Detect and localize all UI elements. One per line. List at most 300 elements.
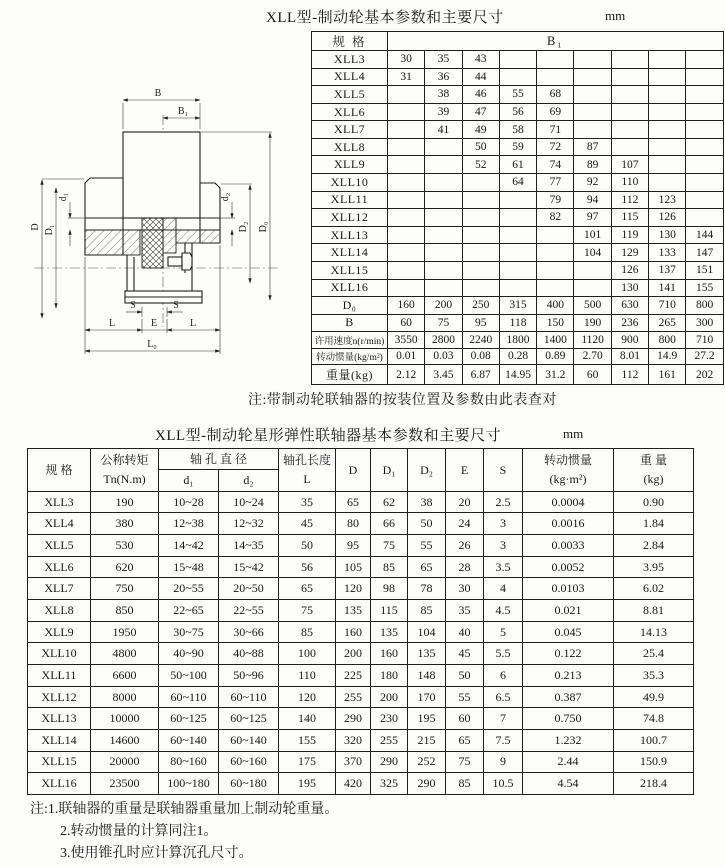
table-cell: 45 xyxy=(279,513,336,535)
inertia-unit: (kg·m²) xyxy=(549,471,587,486)
table-cell: 710 xyxy=(649,297,686,315)
col-header-D2: D₂ xyxy=(408,449,446,492)
dim-label-L-right: L xyxy=(189,318,197,329)
table-cell: 6.5 xyxy=(484,686,523,708)
table2-header-row-1 xyxy=(28,449,694,470)
table-cell: 30~75 xyxy=(159,621,219,643)
table-cell xyxy=(611,68,648,86)
table-cell xyxy=(425,138,462,156)
table-cell: 236 xyxy=(611,314,648,332)
table-cell xyxy=(686,103,723,121)
table-cell: 60~180 xyxy=(219,773,279,795)
footnote-1: 注:1.联轴器的重量是联轴器重量加上制动轮重量。 xyxy=(30,802,339,817)
table-cell: 80~160 xyxy=(159,751,219,773)
table-cell: 77 xyxy=(537,174,574,192)
table-cell: 170 xyxy=(408,686,446,708)
table-cell: 58 xyxy=(499,121,536,139)
table-cell: 190 xyxy=(91,491,159,513)
row-label: XLL15 xyxy=(312,261,388,279)
table-cell: 10000 xyxy=(91,708,159,730)
table-cell: 35.3 xyxy=(614,665,694,687)
table-cell: 47 xyxy=(462,103,499,121)
table-cell: 55 xyxy=(408,535,446,557)
table-cell xyxy=(686,86,723,104)
table-cell xyxy=(388,174,425,192)
table-cell: 120 xyxy=(279,686,336,708)
table-cell: 69 xyxy=(537,103,574,121)
table-cell: 40~88 xyxy=(219,643,279,665)
table-cell: 290 xyxy=(408,773,446,795)
table-cell: 75 xyxy=(279,600,336,622)
footnotes xyxy=(30,799,338,865)
table-cell xyxy=(388,156,425,174)
table-cell xyxy=(574,121,611,139)
table-cell: 20~55 xyxy=(159,578,219,600)
table-cell: 0.90 xyxy=(614,491,694,513)
table-cell: 55 xyxy=(446,686,484,708)
table-cell: 800 xyxy=(686,297,723,315)
table-cell xyxy=(425,279,462,297)
table-cell: 290 xyxy=(336,708,371,730)
table-cell xyxy=(574,103,611,121)
row-label: XLL3 xyxy=(312,51,388,69)
table-cell xyxy=(499,68,536,86)
table-cell: 101 xyxy=(574,226,611,244)
table-cell: 50 xyxy=(279,535,336,557)
table1-unit: mm xyxy=(605,8,626,23)
table-cell: 0.021 xyxy=(523,600,614,622)
table-cell: 95 xyxy=(336,535,371,557)
table-cell xyxy=(499,226,536,244)
table-cell: 110 xyxy=(279,665,336,687)
col-header-inertia xyxy=(523,449,614,492)
table-cell: 31.2 xyxy=(537,365,574,385)
table-cell: 39 xyxy=(425,103,462,121)
table-cell: 26 xyxy=(446,535,484,557)
table-cell: 320 xyxy=(336,730,371,752)
table-cell: 200 xyxy=(371,686,408,708)
table-cell xyxy=(574,86,611,104)
table-cell: 110 xyxy=(611,174,648,192)
table-cell: 60 xyxy=(388,314,425,332)
table-cell: 255 xyxy=(371,730,408,752)
table-cell: 135 xyxy=(336,600,371,622)
col-header-D1: D₁ xyxy=(371,449,408,492)
table-cell xyxy=(537,244,574,262)
table-cell: 148 xyxy=(408,665,446,687)
table-cell: 71 xyxy=(537,121,574,139)
col-header-spec: 规 格 xyxy=(312,32,388,51)
table-cell: 0.28 xyxy=(499,348,536,364)
table-cell: 40~90 xyxy=(159,643,219,665)
table-cell: 118 xyxy=(499,314,536,332)
table-cell: 60~160 xyxy=(219,751,279,773)
dim-label-B: B xyxy=(154,88,162,99)
table-cell: 12~32 xyxy=(219,513,279,535)
row-label: XLL12 xyxy=(28,686,91,708)
table-cell xyxy=(388,209,425,227)
table-cell: 30 xyxy=(388,51,425,69)
table-cell: 290 xyxy=(371,751,408,773)
table-cell: 45 xyxy=(446,643,484,665)
table-cell: 161 xyxy=(649,365,686,385)
table-cell: 112 xyxy=(611,365,648,385)
table-cell: 0.213 xyxy=(523,665,614,687)
row-label: XLL9 xyxy=(28,621,91,643)
table-cell xyxy=(425,261,462,279)
table-cell: 75 xyxy=(446,751,484,773)
table-cell: 380 xyxy=(91,513,159,535)
table-cell: 115 xyxy=(611,209,648,227)
table-cell xyxy=(499,244,536,262)
table-cell: 7 xyxy=(484,708,523,730)
table-cell: 60~110 xyxy=(159,686,219,708)
table-cell: 49 xyxy=(462,121,499,139)
row-label: B xyxy=(312,314,388,332)
table-cell: 65 xyxy=(446,730,484,752)
table-row xyxy=(312,332,724,348)
row-label: 转动惯量(kg/m²) xyxy=(312,348,388,364)
table-row xyxy=(28,621,694,643)
row-label: XLL10 xyxy=(312,174,388,192)
table-cell xyxy=(686,174,723,192)
table-cell: 230 xyxy=(371,708,408,730)
table-cell: 225 xyxy=(336,665,371,687)
right-hub-section-hatch xyxy=(176,230,220,243)
table-cell xyxy=(649,156,686,174)
table-cell: 25.4 xyxy=(614,643,694,665)
table-cell: 85 xyxy=(446,773,484,795)
table-cell xyxy=(388,191,425,209)
table-cell xyxy=(462,174,499,192)
dim-label-D: D xyxy=(30,223,41,231)
col-header-weight xyxy=(614,449,694,492)
table-cell: 130 xyxy=(649,226,686,244)
table-cell: 0.0103 xyxy=(523,578,614,600)
table-cell xyxy=(425,156,462,174)
table-cell: 15~42 xyxy=(219,556,279,578)
table1-title: XLL型-制动轮基本参数和主要尺寸 xyxy=(266,10,504,26)
table-cell xyxy=(388,138,425,156)
table-cell: 38 xyxy=(425,86,462,104)
col-header-E: E xyxy=(446,449,484,492)
table-cell xyxy=(686,51,723,69)
table-cell: 265 xyxy=(649,314,686,332)
col-header-d1: d₁ xyxy=(159,470,219,491)
torque-symbol: Tn(N.m) xyxy=(103,471,146,486)
table-cell: 56 xyxy=(499,103,536,121)
table-cell: 0.0016 xyxy=(523,513,614,535)
table-cell: 35 xyxy=(446,600,484,622)
table-cell: 14.95 xyxy=(499,365,536,385)
dim-label-D2: D₂ xyxy=(238,221,249,233)
table-cell: 87 xyxy=(574,138,611,156)
col-header-d2: d₂ xyxy=(219,470,279,491)
table-cell: 50 xyxy=(446,665,484,687)
table-cell xyxy=(537,51,574,69)
row-label: XLL8 xyxy=(312,138,388,156)
table-cell: 4.5 xyxy=(484,600,523,622)
table-row xyxy=(312,314,724,332)
table-cell: 14~42 xyxy=(159,535,219,557)
table-row xyxy=(312,191,724,209)
brake-wheel-outline xyxy=(123,132,200,218)
table-cell: 31 xyxy=(388,68,425,86)
table-cell: 75 xyxy=(371,535,408,557)
table-row xyxy=(312,297,724,315)
table-cell: 0.122 xyxy=(523,643,614,665)
table-cell: 65 xyxy=(336,491,371,513)
table-cell xyxy=(649,138,686,156)
row-label: XLL11 xyxy=(312,191,388,209)
table-cell: 10~28 xyxy=(159,491,219,513)
table-cell: 255 xyxy=(336,686,371,708)
table-cell: 0.045 xyxy=(523,621,614,643)
table-cell: 195 xyxy=(408,708,446,730)
table-cell: 2.5 xyxy=(484,491,523,513)
table-cell xyxy=(462,226,499,244)
dim-label-d1: d₁ xyxy=(58,192,69,202)
table-cell: 36 xyxy=(425,68,462,86)
table-cell: 900 xyxy=(611,332,648,348)
table-cell xyxy=(574,51,611,69)
table-cell: 190 xyxy=(574,314,611,332)
table-cell: 5 xyxy=(484,621,523,643)
table-cell: 6.02 xyxy=(614,578,694,600)
table-cell: 195 xyxy=(279,773,336,795)
table-cell: 1.232 xyxy=(523,730,614,752)
row-label: XLL11 xyxy=(28,665,91,687)
table-cell xyxy=(649,174,686,192)
table-row xyxy=(28,686,694,708)
table-cell: 85 xyxy=(279,621,336,643)
table-cell: 98 xyxy=(371,578,408,600)
bolt-head xyxy=(182,253,192,270)
table-cell: 100~180 xyxy=(159,773,219,795)
table-cell: 9 xyxy=(484,751,523,773)
table-row xyxy=(312,68,724,86)
elastic-spider-section xyxy=(142,218,163,268)
table-cell xyxy=(611,121,648,139)
table-cell: 15~48 xyxy=(159,556,219,578)
table-cell: 52 xyxy=(462,156,499,174)
table-cell: 2.12 xyxy=(388,365,425,385)
col-header-S: S xyxy=(484,449,523,492)
table-cell xyxy=(462,191,499,209)
table-cell xyxy=(686,191,723,209)
row-label: XLL3 xyxy=(28,491,91,513)
table-row xyxy=(28,513,694,535)
table-cell: 750 xyxy=(91,578,159,600)
table-row xyxy=(312,279,724,297)
bolt-shank xyxy=(168,257,182,266)
table-cell: 135 xyxy=(408,643,446,665)
brake-wheel-table xyxy=(311,31,724,385)
table-cell: 23500 xyxy=(91,773,159,795)
table-cell xyxy=(537,226,574,244)
table-cell: 160 xyxy=(388,297,425,315)
table-cell: 3 xyxy=(484,513,523,535)
table-cell: 59 xyxy=(499,138,536,156)
table-row xyxy=(28,556,694,578)
table-cell: 119 xyxy=(611,226,648,244)
table-cell: 62 xyxy=(371,491,408,513)
table-cell: 20 xyxy=(446,491,484,513)
table-cell: 200 xyxy=(425,297,462,315)
coupling-table xyxy=(27,448,694,795)
table-cell: 160 xyxy=(371,643,408,665)
table-cell xyxy=(686,121,723,139)
table-row xyxy=(312,51,724,69)
table-cell: 66 xyxy=(371,513,408,535)
dim-label-d2: d₂ xyxy=(220,192,231,202)
table-cell: 133 xyxy=(649,244,686,262)
table-cell xyxy=(537,279,574,297)
table-cell: 82 xyxy=(537,209,574,227)
table-row xyxy=(28,600,694,622)
table-cell: 79 xyxy=(537,191,574,209)
table-cell: 1950 xyxy=(91,621,159,643)
table-cell xyxy=(686,68,723,86)
table-cell: 41 xyxy=(425,121,462,139)
table-cell: 10.5 xyxy=(484,773,523,795)
table-cell: 200 xyxy=(336,643,371,665)
col-header-D: D xyxy=(336,449,371,492)
table-cell: 78 xyxy=(408,578,446,600)
row-label: XLL13 xyxy=(28,708,91,730)
table-cell: 60 xyxy=(574,365,611,385)
table-cell: 60~110 xyxy=(219,686,279,708)
table-cell: 107 xyxy=(611,156,648,174)
torque-label: 公称转矩 xyxy=(100,452,149,467)
table-cell: 5.5 xyxy=(484,643,523,665)
table-cell: 1.84 xyxy=(614,513,694,535)
table-cell: 144 xyxy=(686,226,723,244)
table-cell xyxy=(462,209,499,227)
table-cell xyxy=(686,138,723,156)
table-row xyxy=(28,773,694,795)
table-cell: 3.95 xyxy=(614,556,694,578)
table-cell: 10~24 xyxy=(219,491,279,513)
table-cell: 2800 xyxy=(425,332,462,348)
table-cell: 135 xyxy=(371,621,408,643)
bore-length-symbol: L xyxy=(303,471,311,486)
table-cell: 112 xyxy=(611,191,648,209)
table-cell: 65 xyxy=(408,556,446,578)
table-cell: 80 xyxy=(336,513,371,535)
inertia-label: 转动惯量 xyxy=(544,452,593,467)
table-cell: 74.8 xyxy=(614,708,694,730)
table-cell: 115 xyxy=(371,600,408,622)
footnote-3: 3.使用锥孔时应计算沉孔尺寸。 xyxy=(60,846,253,861)
table-cell: 4800 xyxy=(91,643,159,665)
table-cell: 104 xyxy=(574,244,611,262)
table-cell: 20000 xyxy=(91,751,159,773)
table-cell: 130 xyxy=(611,279,648,297)
table-cell xyxy=(649,68,686,86)
table-row xyxy=(312,138,724,156)
table-cell xyxy=(611,138,648,156)
row-label: XLL16 xyxy=(28,773,91,795)
table-cell: 50 xyxy=(408,513,446,535)
table-cell: 2.44 xyxy=(523,751,614,773)
table-cell: 50 xyxy=(462,138,499,156)
table-cell: 370 xyxy=(336,751,371,773)
row-label: XLL5 xyxy=(312,86,388,104)
table2-title: XLL型-制动轮星形弹性联轴器基本参数和主要尺寸 xyxy=(155,428,502,444)
dim-label-D1: D₁ xyxy=(44,224,55,236)
table-cell: 75 xyxy=(425,314,462,332)
table-row xyxy=(312,86,724,104)
table-cell xyxy=(499,209,536,227)
col-header-bore-length xyxy=(279,449,336,492)
table-cell: 175 xyxy=(279,751,336,773)
row-label: XLL15 xyxy=(28,751,91,773)
table-cell: 2.84 xyxy=(614,535,694,557)
row-label: XLL4 xyxy=(28,513,91,535)
table-cell xyxy=(388,261,425,279)
table-cell: 0.750 xyxy=(523,708,614,730)
table-cell: 85 xyxy=(408,600,446,622)
spider-right-section xyxy=(163,218,176,253)
dim-label-E: E xyxy=(150,318,158,329)
row-label: XLL6 xyxy=(312,103,388,121)
table-cell: 0.0004 xyxy=(523,491,614,513)
table-cell: 180 xyxy=(371,665,408,687)
table-cell: 4 xyxy=(484,578,523,600)
table-cell: 105 xyxy=(336,556,371,578)
table-cell: 30 xyxy=(446,578,484,600)
table-cell: 420 xyxy=(336,773,371,795)
table-cell: 150.9 xyxy=(614,751,694,773)
col-header-torque xyxy=(91,449,159,492)
table-cell: 215 xyxy=(408,730,446,752)
table-row xyxy=(312,365,724,385)
table-row xyxy=(312,209,724,227)
table-cell: 147 xyxy=(686,244,723,262)
row-label: XLL13 xyxy=(312,226,388,244)
table-cell: 123 xyxy=(649,191,686,209)
row-label: XLL14 xyxy=(312,244,388,262)
table-cell xyxy=(499,191,536,209)
table-cell: 7.5 xyxy=(484,730,523,752)
row-label: 重量(kg) xyxy=(312,365,388,385)
table-cell: 2.70 xyxy=(574,348,611,364)
table-cell: 6600 xyxy=(91,665,159,687)
table-cell xyxy=(611,86,648,104)
row-label: XLL16 xyxy=(312,279,388,297)
dim-label-D0: D₀ xyxy=(258,221,269,233)
table-cell: 0.01 xyxy=(388,348,425,364)
footnote-2: 2.转动惯量的计算同注1。 xyxy=(60,824,218,839)
table-cell xyxy=(388,279,425,297)
table-cell xyxy=(574,261,611,279)
table-cell: 0.387 xyxy=(523,686,614,708)
table-cell: 2240 xyxy=(462,332,499,348)
table-cell xyxy=(388,86,425,104)
table-cell: 6.87 xyxy=(462,365,499,385)
table-row xyxy=(312,174,724,192)
table-cell: 22~55 xyxy=(219,600,279,622)
dim-label-S-left: S xyxy=(130,300,136,311)
table-cell: 1800 xyxy=(499,332,536,348)
table-cell: 60~125 xyxy=(219,708,279,730)
table-cell: 400 xyxy=(537,297,574,315)
table-cell: 4.54 xyxy=(523,773,614,795)
table-cell xyxy=(388,226,425,244)
table-row xyxy=(312,244,724,262)
table-cell: 137 xyxy=(649,261,686,279)
